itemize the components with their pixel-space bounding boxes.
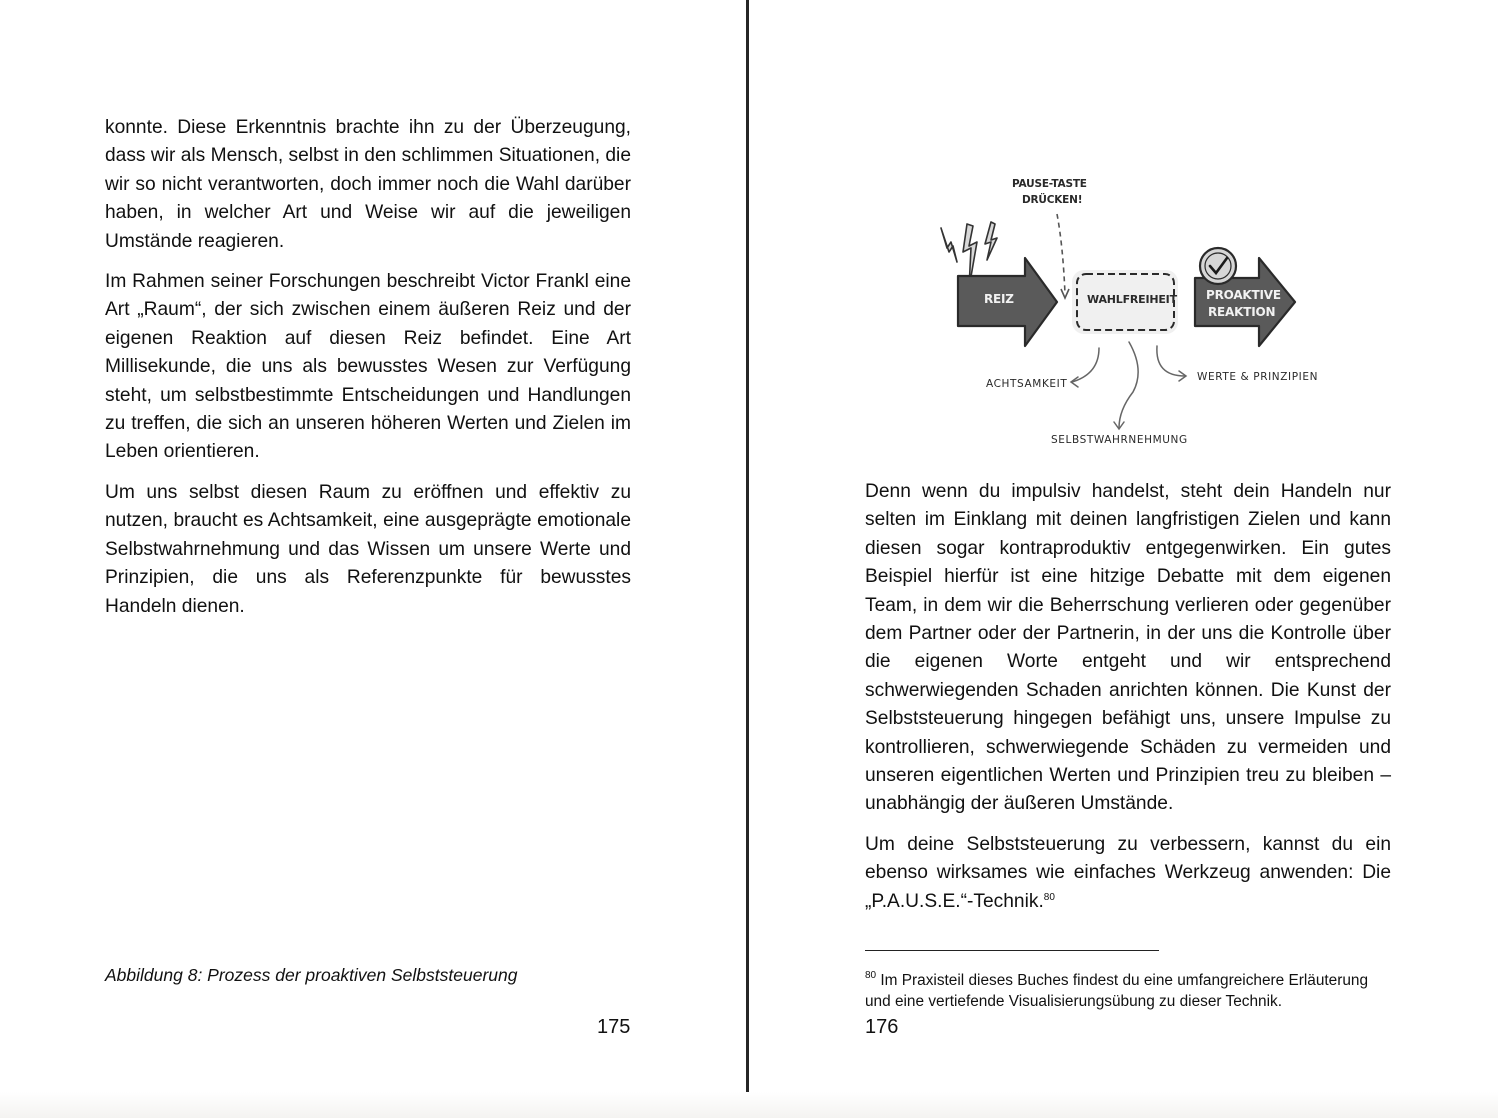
paragraph: Im Rahmen seiner Forschungen beschreibt Victor Frankl eine Art „Raum“, der sich zwischen einem äußeren Reiz und der eigenen Reaktion auf diesen Reiz befindet. Eine Art Millisekunde, die uns als bewusstes Wesen zur Verfügung steht, um selbstbestimmte Entscheidungen und Handlungen zu treffen, die sich an unseren höheren Werten und Zielen im Leben orientieren. xyxy=(105,271,631,463)
response-label-line2: REAKTION xyxy=(1208,305,1276,319)
paragraph: Um uns selbst diesen Raum zu eröffnen und effektiv zu nutzen, braucht es Achtsamkeit, eine ausgeprägte emotionale Selbstwahrnehmung und das Wissen um unsere Werte und Prinzipien, die uns als Referenzpunkte für bewusstes Handeln dienen. xyxy=(105,481,631,617)
paragraph: konnte. Diese Erkenntnis brachte ihn zu der Überzeugung, dass wir als Mensch, selbst in den schlimmen Situationen, die wir so nicht verantworten, doch immer noch die Wahl darüber haben, in welcher Art und Weise wir auf die jeweiligen Umstände reagieren. xyxy=(105,117,631,252)
pause-arrow xyxy=(1057,214,1065,294)
left-body-text xyxy=(105,114,631,633)
diagram-graphics xyxy=(929,170,1349,460)
paragraph: Denn wenn du impulsiv handelst, steht dein Handeln nur selten im Einklang mit deinen langfristigen Zielen und kann diesen sogar kontraproduktiv entgegenwirken. Ein gutes Beispiel hierfür ist eine hitzige Debatte mit dem eigenen Team, in dem wir die Beherrschung verlieren oder gegenüber dem Partner oder der Partnerin, in der uns die Kontrolle über die eigenen Worte entgeht und wir entsprechend schwerwiegenden Schaden anrichten können. Die Kunst der Selbststeuerung hingegen befähigt uns, unsere Impulse zu kontrollieren, schwerwiegende Schäden zu vermeiden und unseren eigentlichen Werten und Prinzipien treu zu bleiben – unabhängig der äußeren Umstände. xyxy=(865,481,1391,815)
self-regulation-diagram xyxy=(929,170,1349,460)
pause-label-line1: PAUSE-TASTE xyxy=(1012,178,1087,190)
page-number: 175 xyxy=(597,1016,631,1038)
branch-label-self-awareness: SELBSTWAHRNEHMUNG xyxy=(1051,434,1188,446)
figure-caption: Abbildung 8: Prozess der proaktiven Selbststeuerung xyxy=(105,965,518,985)
paragraph xyxy=(865,831,1391,916)
bottom-shadow xyxy=(0,1092,1498,1118)
footnote-reference[interactable]: 80 xyxy=(1043,891,1055,903)
footnote-text: Im Praxisteil dieses Buches findest du eine umfangreichere Erläuterung und eine vertiefende Visualisierungsübung zu dieser Technik. xyxy=(865,972,1369,1010)
right-page xyxy=(749,0,1498,1118)
choice-label: WAHLFREIHEIT xyxy=(1087,293,1177,306)
footnote-separator xyxy=(865,950,1159,951)
footnote xyxy=(865,970,1391,1012)
paragraph-text: Um deine Selbststeuerung zu verbessern, kannst du ein ebenso wirksames wie einfaches Werkzeug anwenden: Die „P.A.U.S.E.“-Technik. xyxy=(865,833,1391,912)
branch-label-mindfulness: ACHTSAMKEIT xyxy=(986,378,1068,390)
branch-arrow-left xyxy=(1072,348,1099,382)
stimulus-label: REIZ xyxy=(984,292,1014,306)
page-number: 176 xyxy=(865,1016,899,1038)
left-page xyxy=(0,0,746,1118)
branch-label-values: WERTE & PRINZIPIEN xyxy=(1197,371,1319,383)
footnote-marker: 80 xyxy=(865,970,877,981)
branch-arrow-bottom xyxy=(1119,342,1138,428)
right-body-text xyxy=(865,478,1391,928)
pause-label-line2: DRÜCKEN! xyxy=(1022,194,1083,206)
checkmark-badge-icon xyxy=(1200,248,1236,284)
response-label-line1: PROAKTIVE xyxy=(1206,288,1281,302)
